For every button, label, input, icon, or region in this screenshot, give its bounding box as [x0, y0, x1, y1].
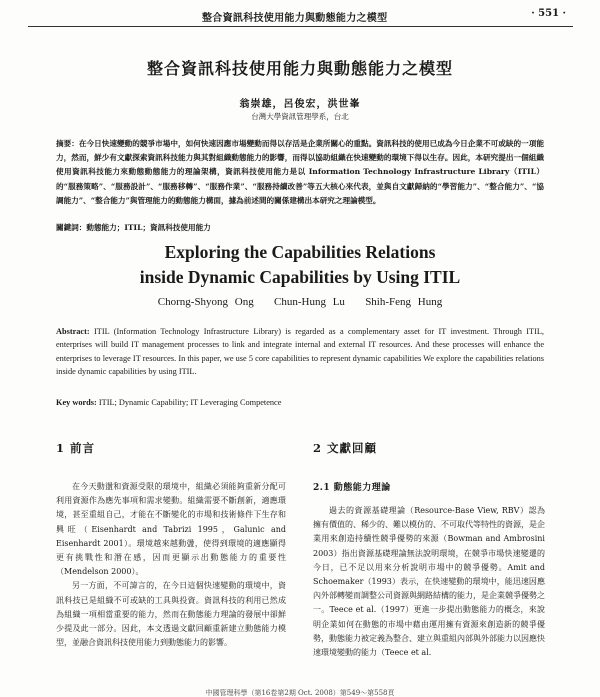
english-keywords: [56, 398, 544, 407]
section-2-1-heading: 2.1 動態能力理論: [313, 483, 391, 493]
right-column: [313, 440, 545, 660]
section-2-body: [313, 504, 545, 660]
english-keywords-label: Key words:: [56, 398, 97, 407]
running-head: [0, 0, 600, 30]
running-head-title: 整合資訊科技使用能力與動態能力之模型: [202, 13, 388, 24]
section-2-heading: 2 文獻回顧: [313, 441, 378, 455]
paragraph: 另一方面，不可諱言的，在今日這個快速變動的環境中，資訊科技已是組織不可或缺的工具與投資。資訊科技的利用已然成為組織一項相當重要的能力，然而在動態能力理論的發展中卻鮮少提及此一部分。因此，本文透過文獻回顧重新建立動態能力模型，並融合資訊科技使用能力到動態能力的影響。: [56, 581, 286, 648]
chinese-keywords: [56, 222, 544, 233]
english-authors: [0, 296, 600, 308]
author-name: Shih-Feng Hung: [365, 296, 443, 308]
english-abstract-label: Abstract:: [56, 327, 90, 336]
paragraph: 在今天動盪和資源受限的環境中，組織必須能夠重新分配可利用資源作為應先事項和需求變動。組織需要不斷創新，適應環境，甚至重組自己，才能在不斷變化的市場和技術條件下生存和興旺（Eisenhardt and Tabrizi 1995，Galunic and Eisenhardt 2001）。環境越來越動盪，使得到環境的適應顯得更有挑戰性和潛在感，因而更顯示出動態能力的重要性（Mendelson 2000）。: [56, 482, 286, 577]
english-abstract-text: ITIL (Information Technology Infrastructure Library) is regarded as a complementary asset for IT investment. Through ITIL, enterprises will build IT management processes to link and integrate internal and external IT resources. And these processes will enhance the enterprises to leverage IT resources. In this paper, we use 5 core capabilities to represent dynamic capabilities We explore the capabilities relations inside dynamic capabilities by using ITIL.: [56, 327, 544, 376]
chinese-abstract: [56, 137, 544, 208]
english-abstract: [56, 325, 544, 378]
chinese-authors: 翁崇雄，呂俊宏，洪世峯: [239, 99, 361, 110]
paragraph: 過去的資源基礎理論（Resource-Base View, RBV）認為擁有價值的、稀少的、難以模仿的、不可取代等特性的資源，是企業用來創造持續性競爭優勢的來源（Bowman and Ambrosini 2003）指出資源基礎理論無法說明環境，在競爭市場快速變遷的今日，已不足以用來分析說明市場中的競爭優勢。Amit and Schoemaker（1993）表示，在快速變動的環境中，能迅速因應內外部轉變而調整公司資源與網路結構的能力，是企業競爭優勢之一。Teece et al.（1997）更進一步提出動態能力的概念，來說明企業如何在動態的市場中藉由運用擁有資源來創造新的競爭優勢，動態能力被定義為整合、建立與重組內部與外部能力以因應快速環境變動的能力（Teece et al.: [313, 506, 545, 658]
page-number: · 551 ·: [531, 8, 566, 19]
page-footer: 中國管理科學（第16卷第2期 Oct. 2008）第549～第558頁: [205, 689, 395, 697]
chinese-keywords-text: 動態能力；ITIL；資訊科技使用能力: [86, 223, 211, 232]
author-name: Chorng-Shyong Ong: [157, 296, 254, 308]
chinese-affiliation: 台灣大學資訊管理學系，台北: [251, 112, 349, 121]
header-rule: [28, 26, 573, 27]
section-1-body: [56, 480, 286, 650]
english-title: [0, 240, 600, 290]
chinese-abstract-label: 摘要：: [56, 139, 79, 148]
english-title-line1: Exploring the Capabilities Relations: [164, 242, 436, 262]
chinese-keywords-label: 關鍵詞：: [56, 223, 87, 232]
chinese-title: 整合資訊科技使用能力與動態能力之模型: [146, 59, 453, 78]
section-1-heading: 1 前言: [56, 441, 96, 455]
english-title-line2: inside Dynamic Capabilities by Using ITIL: [139, 267, 461, 287]
author-name: Chun-Hung Lu: [274, 296, 345, 308]
chinese-abstract-text: 在今日快速變動的競爭市場中，如何快速因應市場變動而得以存活是企業所關心的重點。資訊科技的使用已成為今日企業不可或缺的一項能力，然而，鮮少有文獻探索資訊科技能力與其對組織動態能力的影響，而得以協助組織在快速變動的環境下得以生存。因此，本研究提出一個組織使用資訊科技能力來動態動態能力的理論架構，資訊科技使用能力是以 Information Technology Infrastructure Library（ITIL）的“服務策略”、“服務設計”、“服務移轉”、“服務作業”、“服務持續改善”等五大核心來代表，並與自文獻歸納的“學習能力”、“整合能力”、“協調能力”、“整合能力”與管理能力的動態能力構面，據為前述間的關係建構出本研究之理論模型。: [56, 139, 545, 205]
left-column: [56, 440, 286, 650]
english-keywords-text: ITIL; Dynamic Capability; IT Leveraging Competence: [98, 398, 282, 407]
